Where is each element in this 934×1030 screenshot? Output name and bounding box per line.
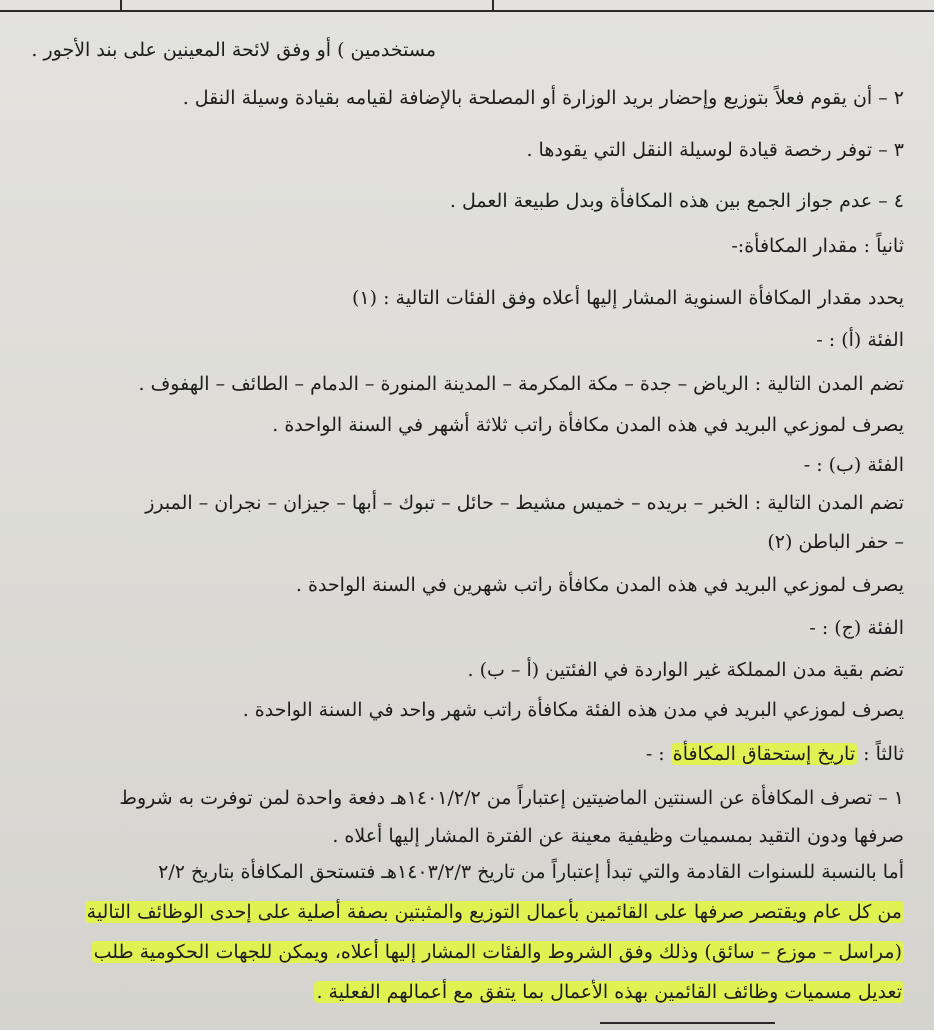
section-heading: ثانياً : مقدار المكافأة:- bbox=[731, 235, 904, 257]
text-line: يحدد مقدار المكافأة السنوية المشار إليها أعلاه وفق الفئات التالية : (١) bbox=[351, 287, 904, 309]
text-line: يصرف لموزعي البريد في هذه المدن مكافأة راتب ثلاثة أشهر في السنة الواحدة . bbox=[272, 414, 904, 436]
text-line: مستخدمين ) أو وفق لائحة المعينين على بند الأجور . bbox=[31, 39, 436, 61]
highlighted-text: تعديل مسميات وظائف القائمين بهذه الأعمال بما يتفق مع أعمالهم الفعلية . bbox=[316, 981, 902, 1003]
top-rule bbox=[0, 0, 934, 12]
text-line: ٤ – عدم جواز الجمع بين هذه المكافأة وبدل طبيعة العمل . bbox=[449, 190, 904, 212]
section-heading bbox=[646, 742, 904, 767]
text-line: ٢ – أن يقوم فعلاً بتوزيع وإحضار بريد الوزارة أو المصلحة بالإضافة لقيامه بقيادة وسيلة النقل . bbox=[182, 87, 904, 109]
highlighted-heading: تاريخ إستحقاق المكافأة bbox=[672, 743, 856, 765]
text-line: ١ – تصرف المكافأة عن السنتين الماضيتين إعتباراً من ١٤٠١/٢/٢هـ دفعة واحدة لمن توفرت به شروط bbox=[119, 787, 904, 809]
text-line: ٣ – توفر رخصة قيادة لوسيلة النقل التي يقودها . bbox=[526, 139, 904, 161]
highlighted-text: من كل عام ويقتصر صرفها على القائمين بأعمال التوزيع والمثبتين بصفة أصلية على إحدى الوظائف التالية bbox=[86, 901, 902, 923]
top-rule-tick bbox=[120, 0, 122, 10]
text-line: يصرف لموزعي البريد في هذه المدن مكافأة راتب شهرين في السنة الواحدة . bbox=[295, 574, 904, 596]
text-line: تضم بقية مدن المملكة غير الواردة في الفئتين (أ – ب) . bbox=[467, 659, 904, 681]
highlighted-line bbox=[314, 980, 904, 1005]
text-line: تضم المدن التالية : الخبر – بريده – خميس مشيط – حائل – تبوك – أبها – جيزان – نجران – المبرز bbox=[145, 492, 904, 514]
third-heading-suffix: : - bbox=[645, 743, 671, 765]
bottom-rule bbox=[600, 1022, 775, 1024]
text-line: يصرف لموزعي البريد في مدن هذه الفئة مكافأة راتب شهر واحد في السنة الواحدة . bbox=[242, 699, 904, 721]
top-rule-tick bbox=[492, 0, 494, 10]
highlighted-text: (مراسل – موزع – سائق) وذلك وفق الشروط والفئات المشار إليها أعلاه، ويمكن للجهات الحكومية طلب bbox=[93, 941, 902, 963]
category-heading: الفئة (أ) : - bbox=[816, 329, 904, 351]
text-line: صرفها ودون التقيد بمسميات وظيفية معينة عن الفترة المشار إليها أعلاه . bbox=[332, 825, 904, 847]
category-heading: الفئة (ج) : - bbox=[809, 617, 904, 639]
text-line: – حفر الباطن (٢) bbox=[767, 531, 904, 553]
highlighted-line bbox=[85, 900, 904, 925]
highlighted-line bbox=[92, 940, 904, 965]
text-line: أما بالنسبة للسنوات القادمة والتي تبدأ إعتباراً من تاريخ ١٤٠٣/٢/٣هـ فتستحق المكافأة بتاريخ ٢/٢ bbox=[158, 861, 904, 883]
category-heading: الفئة (ب) : - bbox=[803, 454, 904, 476]
third-heading-prefix: ثالثاً : bbox=[857, 743, 904, 765]
text-line: تضم المدن التالية : الرياض – جدة – مكة المكرمة – المدينة المنورة – الدمام – الطائف – الهفوف . bbox=[138, 373, 904, 395]
